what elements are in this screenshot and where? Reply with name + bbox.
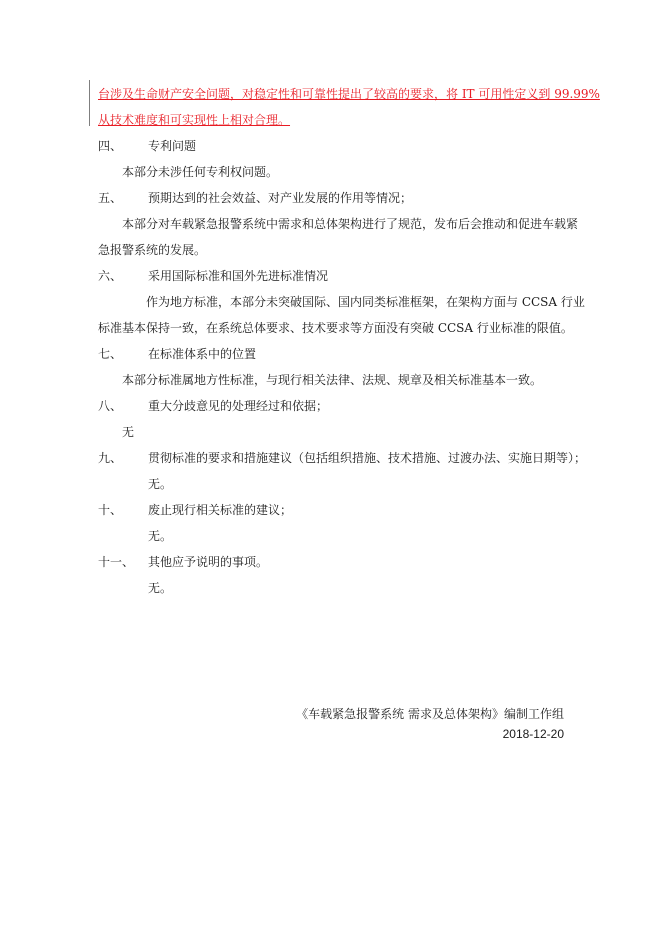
revised-text-line-2: 从技术难度和可实现性上相对合理。: [98, 113, 291, 127]
section-5-body-line-2: 急报警系统的发展。: [98, 243, 207, 257]
section-8-number: 八、: [98, 399, 123, 413]
section-4-number: 四、: [98, 139, 123, 153]
section-9-title: 贯彻标准的要求和措施建议（包括组织措施、技术措施、过渡办法、实施日期等）；: [148, 451, 587, 465]
section-7-number: 七、: [98, 347, 123, 361]
section-11-number: 十一、: [98, 555, 135, 569]
section-5-title: 预期达到的社会效益、对产业发展的作用等情况；: [148, 191, 413, 205]
section-5-number: 五、: [98, 191, 123, 205]
signature-organization: 《车载紧急报警系统 需求及总体架构》编制工作组: [296, 707, 564, 721]
section-8-title: 重大分歧意见的处理经过和依据；: [148, 399, 329, 413]
section-6-body-line-1: 作为地方标准，本部分未突破国际、国内同类标准框架，在架构方面与 CCSA 行业: [146, 295, 585, 309]
section-4-body: 本部分未涉任何专利权问题。: [122, 165, 279, 179]
section-4-title: 专利问题: [148, 139, 197, 153]
section-7-title: 在标准体系中的位置: [148, 347, 257, 361]
section-10-title: 废止现行相关标准的建议；: [148, 503, 293, 517]
section-9-body: 无。: [148, 477, 173, 491]
section-5-body-line-1: 本部分对车载紧急报警系统中需求和总体架构进行了规范，发布后会推动和促进车载紧: [122, 217, 579, 231]
section-6-number: 六、: [98, 269, 123, 283]
section-6-body-line-2: 标准基本保持一致，在系统总体要求、技术要求等方面没有突破 CCSA 行业标准的限值。: [98, 321, 573, 335]
section-9-number: 九、: [98, 451, 123, 465]
signature-date: 2018-12-20: [502, 727, 564, 741]
section-8-body: 无: [122, 425, 135, 439]
section-11-body: 无。: [148, 581, 173, 595]
section-10-body: 无。: [148, 529, 173, 543]
section-10-number: 十、: [98, 503, 123, 517]
section-11-title: 其他应予说明的事项。: [148, 555, 269, 569]
section-7-body: 本部分标准属地方性标准，与现行相关法律、法规、规章及相关标准基本一致。: [122, 373, 543, 387]
section-6-title: 采用国际标准和国外先进标准情况: [148, 269, 329, 283]
revised-text-line-1: 台涉及生命财产安全问题，对稳定性和可靠性提出了较高的要求，将 IT 可用性定义到 99.99%: [98, 87, 600, 101]
change-tracking-bar: [89, 80, 90, 126]
